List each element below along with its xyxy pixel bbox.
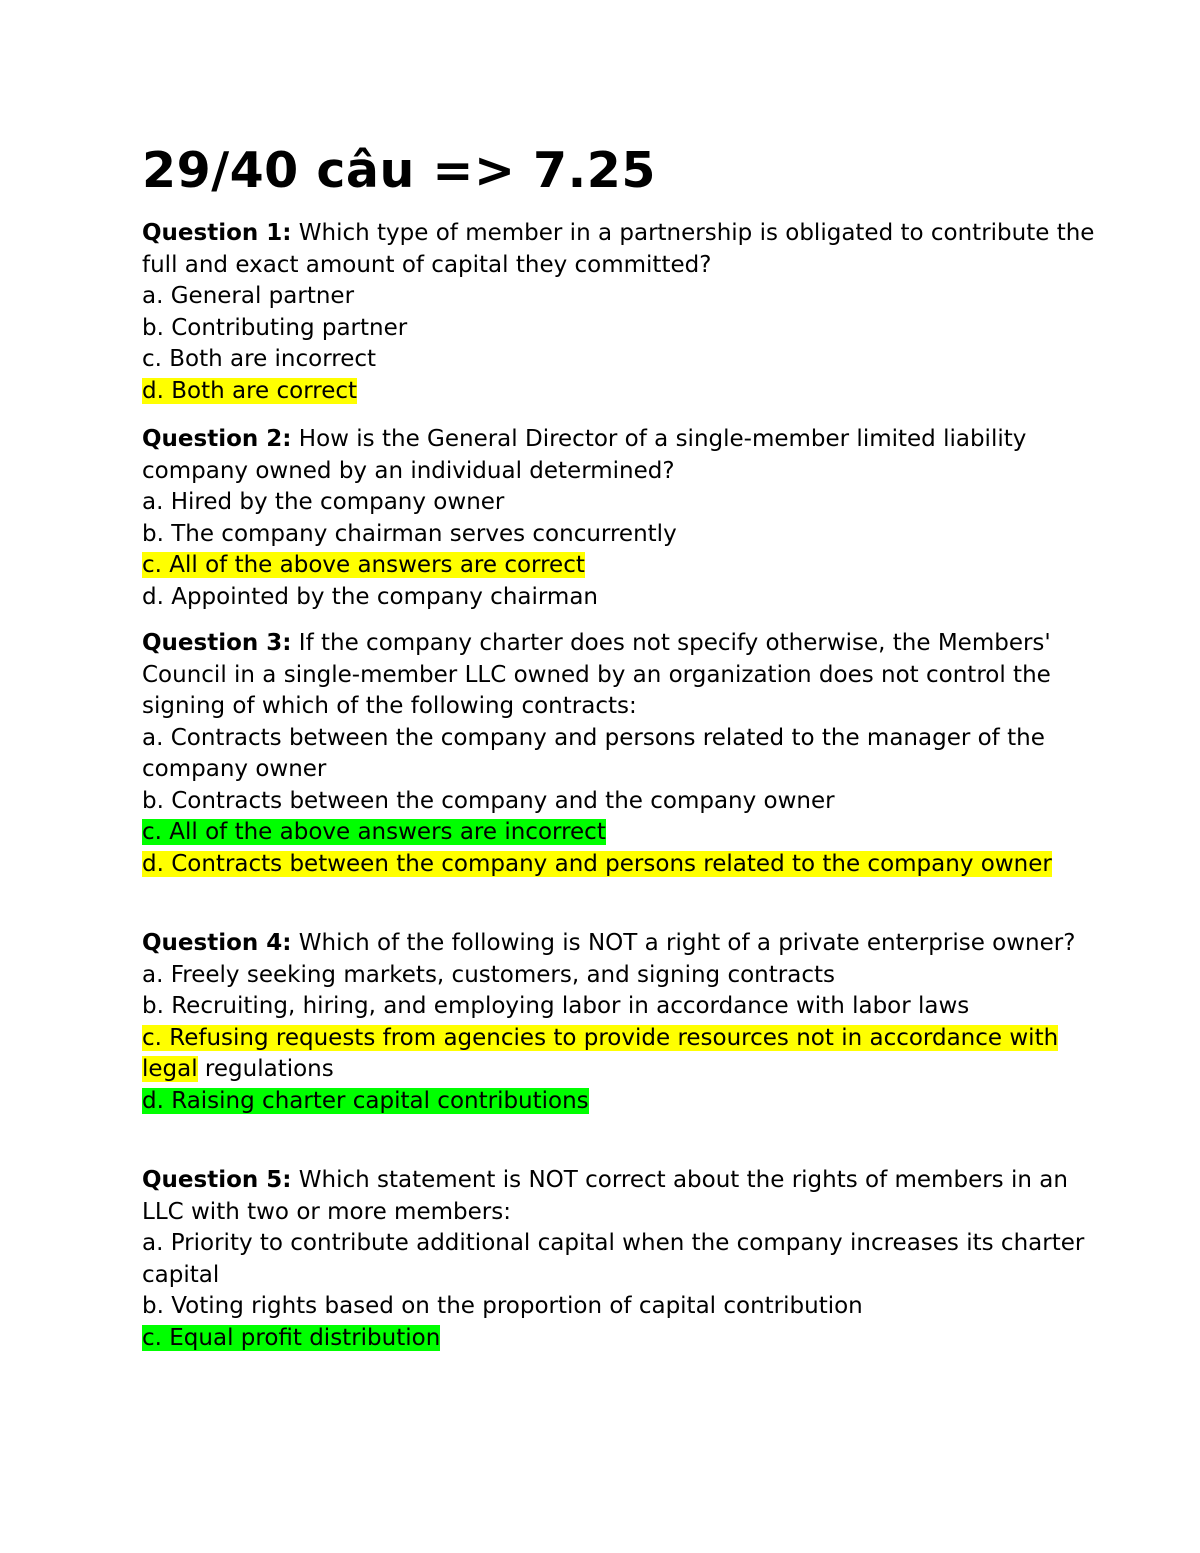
answer-option-b: b. Contracts between the company and the company owner <box>142 787 835 814</box>
question-body: How is the General Director of a single-member limited liability company owned by an individual determined? <box>142 426 1027 484</box>
correct-answer-highlight: d. Raising charter capital contributions <box>142 1087 589 1114</box>
answer-option-c <box>142 550 1102 582</box>
question-block-1 <box>142 218 1102 407</box>
question-label: Question 2: <box>142 426 292 452</box>
answer-option-b: b. The company chairman serves concurrently <box>142 520 677 547</box>
selected-answer-highlight: d. Contracts between the company and persons related to the company owner <box>142 850 1052 877</box>
question-label: Question 5: <box>142 1167 292 1193</box>
answer-option-d <box>142 1086 1102 1118</box>
answer-option-a: a. Priority to contribute additional capital when the company increases its charter capital <box>142 1230 1085 1288</box>
correct-answer-highlight: c. All of the above answers are incorrect <box>142 819 606 845</box>
question-text <box>142 218 1102 281</box>
answer-option-b: b. Contributing partner <box>142 314 408 341</box>
question-text <box>142 1165 1102 1228</box>
question-label: Question 3: <box>142 630 292 656</box>
question-body: Which type of member in a partnership is obligated to contribute the full and exact amount of capital they committed? <box>142 220 1095 278</box>
answer-option-d <box>142 849 1102 881</box>
question-body: Which statement is NOT correct about the rights of members in an LLC with two or more members: <box>142 1167 1068 1225</box>
correct-answer-highlight: c. Equal profit distribution <box>142 1324 441 1351</box>
score-title: 29/40 câu => 7.25 <box>142 142 656 199</box>
question-block-3 <box>142 628 1102 880</box>
question-block-2 <box>142 424 1102 613</box>
answer-option-d <box>142 376 1102 408</box>
selected-answer-highlight: d. Both are correct <box>142 377 358 404</box>
question-body: If the company charter does not specify otherwise, the Members' Council in a single-member LLC owned by an organization does not control the signing of which of the following contracts: <box>142 630 1051 719</box>
answer-option-a: a. Hired by the company owner <box>142 489 505 515</box>
answer-option-c: c. Both are incorrect <box>142 346 377 372</box>
answer-option-a: a. General partner <box>142 283 355 309</box>
answer-option-c <box>142 817 1102 849</box>
answer-option-c-tail: regulations <box>197 1056 334 1082</box>
answer-option-b: b. Recruiting, hiring, and employing labor in accordance with labor laws <box>142 993 970 1019</box>
answer-option-a: a. Freely seeking markets, customers, and signing contracts <box>142 961 835 988</box>
answer-option-a: a. Contracts between the company and persons related to the manager of the company owner <box>142 724 1045 782</box>
question-label: Question 1: <box>142 220 292 246</box>
selected-answer-highlight: c. Refusing requests from agencies to provide resources not in accordance with legal <box>142 1024 1059 1082</box>
answer-option-d: d. Appointed by the company chairman <box>142 583 599 610</box>
question-text <box>142 628 1102 723</box>
selected-answer-highlight: c. All of the above answers are correct <box>142 552 585 578</box>
answer-option-c <box>142 1023 1102 1086</box>
answer-option-b: b. Voting rights based on the proportion of capital contribution <box>142 1293 863 1319</box>
question-body: Which of the following is NOT a right of a private enterprise owner? <box>291 930 1076 956</box>
question-text <box>142 424 1102 487</box>
question-text <box>142 928 1102 960</box>
question-block-5 <box>142 1165 1102 1354</box>
question-block-4 <box>142 928 1102 1117</box>
question-label: Question 4: <box>142 930 292 956</box>
answer-option-c <box>142 1323 1102 1355</box>
